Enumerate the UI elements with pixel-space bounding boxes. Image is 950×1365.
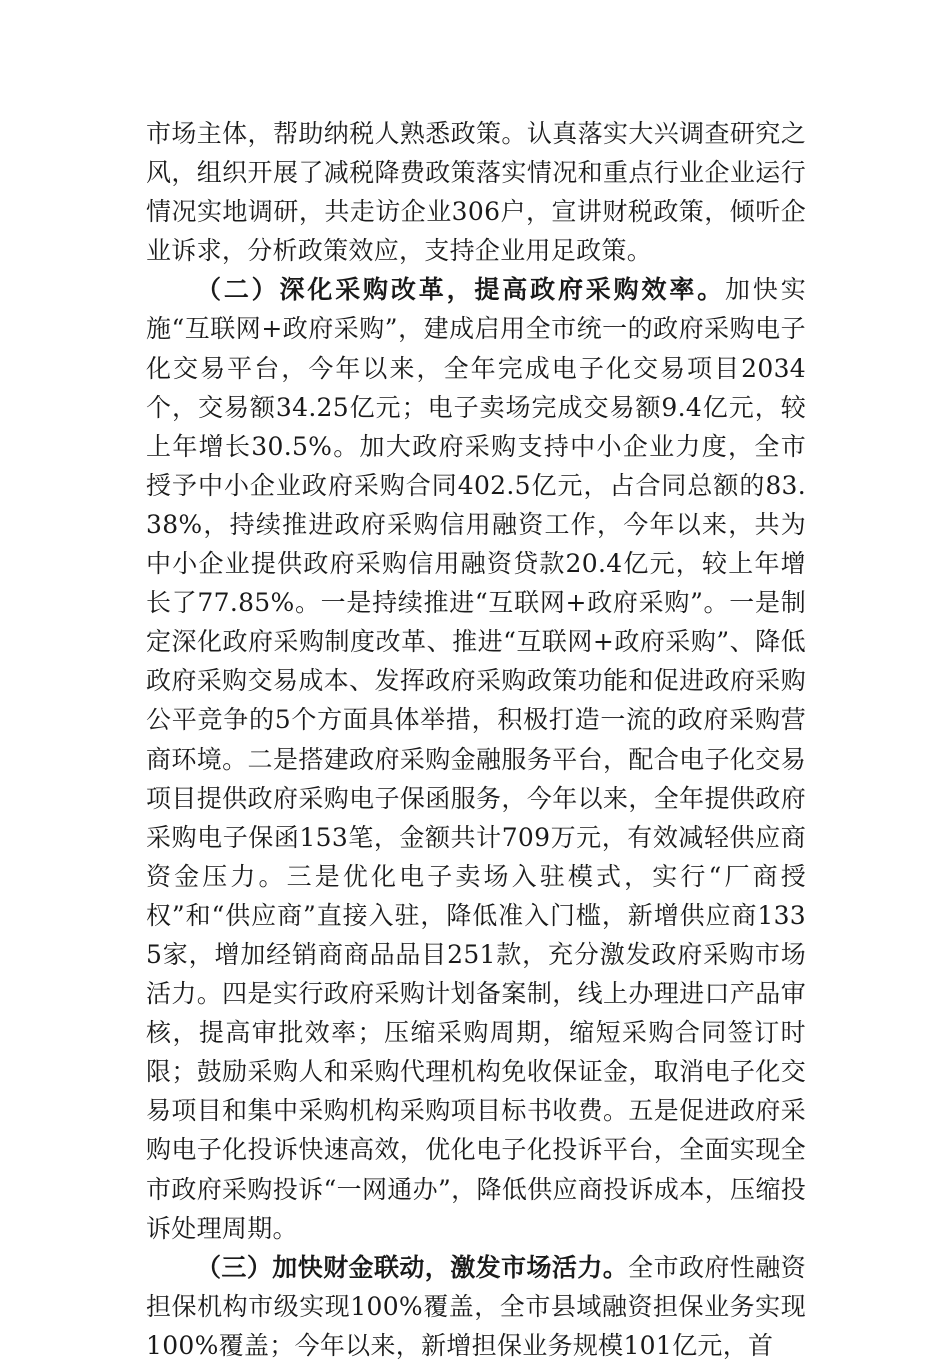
section-2-heading: （二）深化采购改革，提高政府采购效率。 bbox=[196, 275, 726, 305]
section-3-heading: （三）加快财金联动，激发市场活力。 bbox=[196, 1252, 629, 1282]
document-page bbox=[146, 114, 806, 1365]
paragraph-3 bbox=[146, 1248, 806, 1365]
paragraph-2 bbox=[146, 270, 806, 1247]
paragraph-1 bbox=[146, 114, 806, 270]
paragraph-1-body: 市场主体，帮助纳税人熟悉政策。认真落实大兴调查研究之风，组织开展了减税降费政策落实情况和重点行业企业运行情况实地调研，共走访企业306户，宣讲财税政策，倾听企业诉求，分析政策效应，支持企业用足政策。 bbox=[146, 119, 806, 266]
paragraph-3-body: 全市政府性融资担保机构市级实现100%覆盖，全市县域融资担保业务实现100%覆盖；今年以来，新增担保业务规模101亿元，首 bbox=[146, 1252, 806, 1360]
paragraph-2-body: 加快实施“互联网+政府采购”，建成启用全市统一的政府采购电子化交易平台，今年以来，全年完成电子化交易项目2034个，交易额34.25亿元；电子卖场完成交易额9.4亿元，较上年增长30.5%。加大政府采购支持中小企业力度，全市授予中小企业政府采购合同402.5亿元，占合同总额的83.38%，持续推进政府采购信用融资工作，今年以来，共为中小企业提供政府采购信用融资贷款20.4亿元，较上年增长了77.85%。一是持续推进“互联网+政府采购”。一是制定深化政府采购制度改革、推进“互联网+政府采购”、降低政府采购交易成本、发挥政府采购政策功能和促进政府采购公平竞争的5个方面具体举措，积极打造一流的政府采购营商环境。二是搭建政府采购金融服务平台，配合电子化交易项目提供政府采购电子保函服务，今年以来，全年提供政府采购电子保函153笔，金额共计709万元，有效减轻供应商资金压力。三是优化电子卖场入驻模式，实行“厂商授权”和“供应商”直接入驻，降低准入门槛，新增供应商1335家，增加经销商商品品目251款，充分激发政府采购市场活力。四是实行政府采购计划备案制，线上办理进口产品审核，提高审批效率；压缩采购周期，缩短采购合同签订时限；鼓励采购人和采购代理机构免收保证金，取消电子化交易项目和集中采购机构采购项目标书收费。五是促进政府采购电子化投诉快速高效，优化电子化投诉平台，全面实现全市政府采购投诉“一网通办”，降低供应商投诉成本，压缩投诉处理周期。 bbox=[146, 275, 807, 1243]
